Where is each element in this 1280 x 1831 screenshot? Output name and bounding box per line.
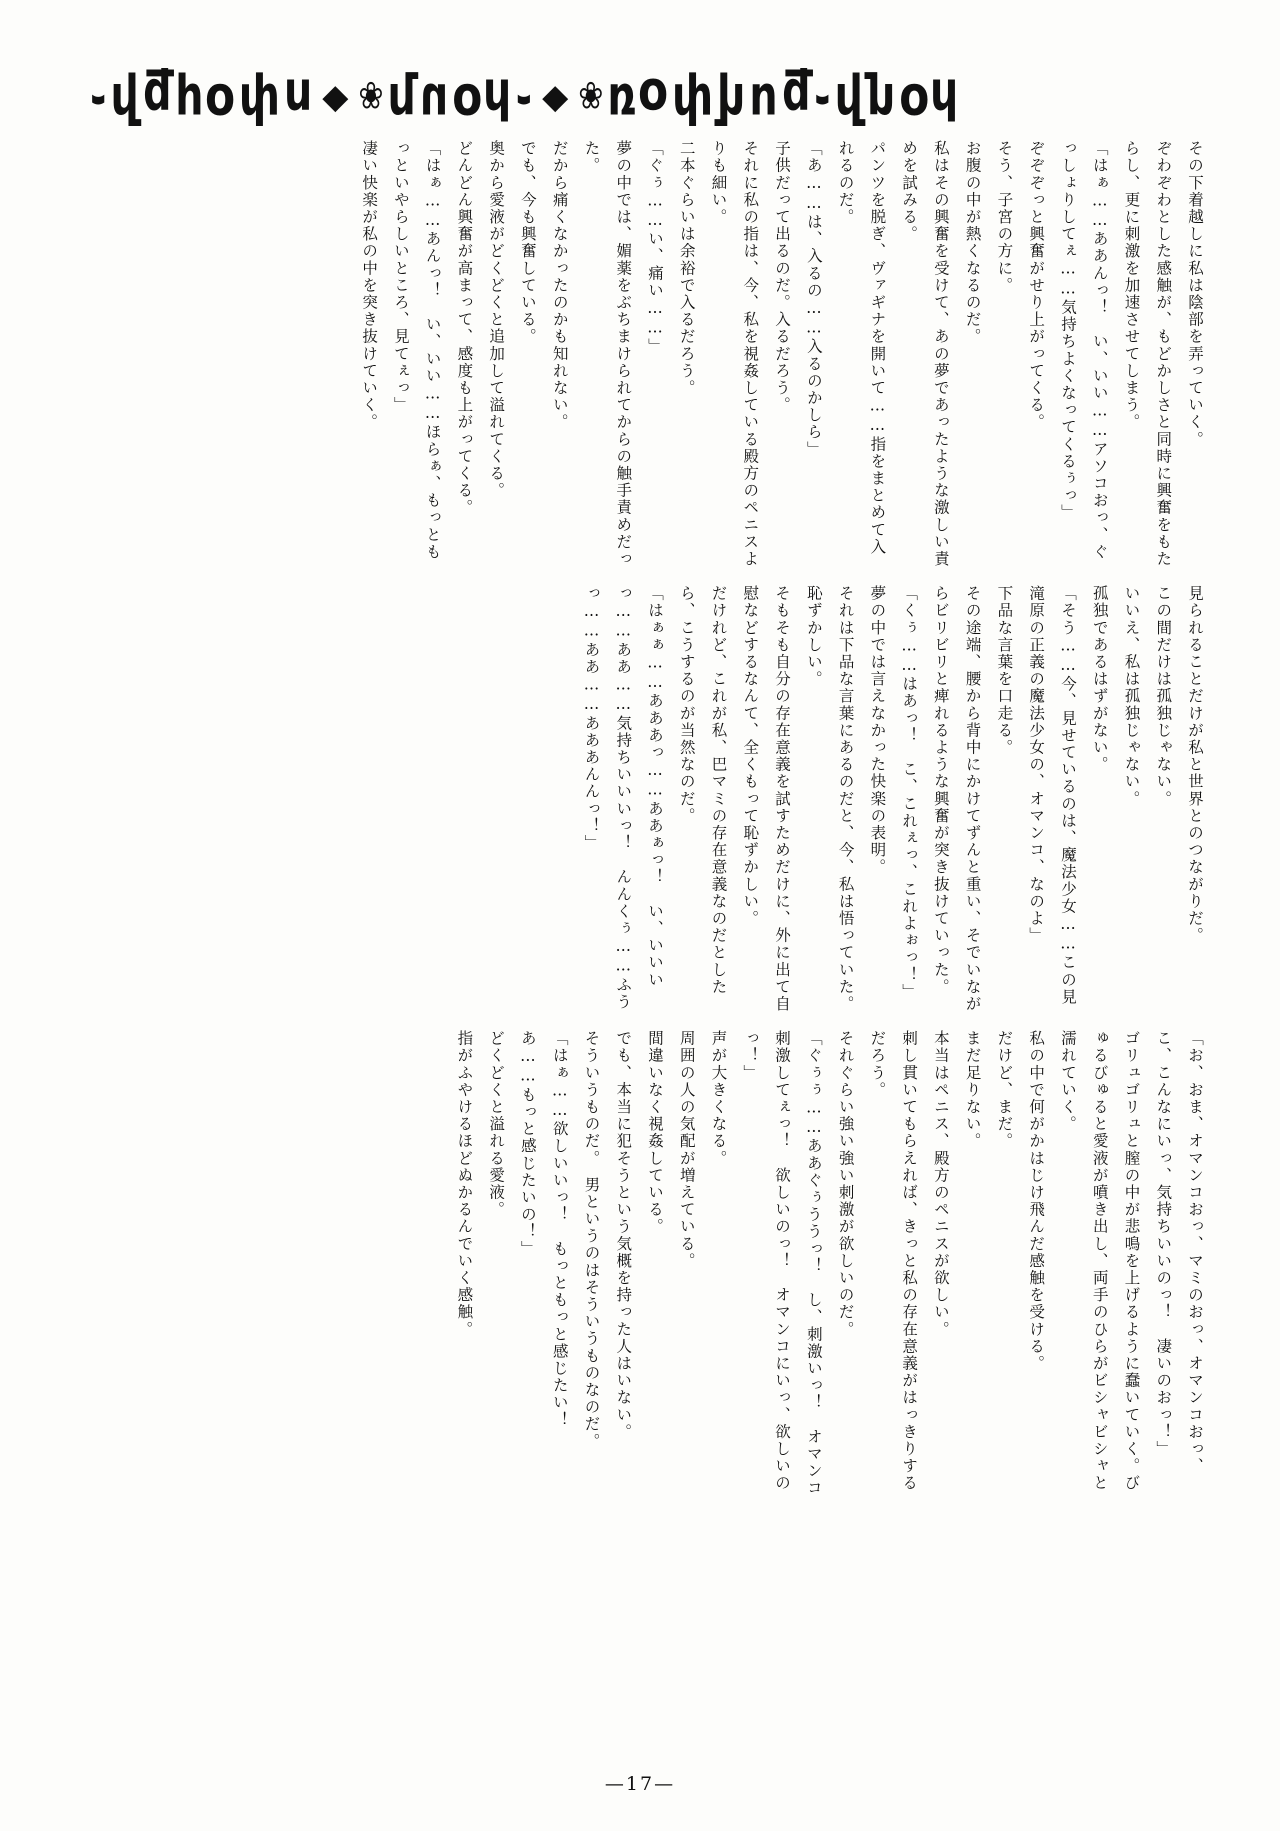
paragraph: 刺し貫いてもらえれば、きっと私の存在意義がはっきりするだろう。 bbox=[868, 1030, 919, 1492]
paragraph: どくどくと溢れる愛液。 bbox=[487, 1030, 506, 1219]
paragraph: 凄い快楽が私の中を突き抜けていく。 bbox=[360, 140, 379, 431]
title-glyph: ո bbox=[749, 64, 778, 129]
paragraph: その途端、腰から背中にかけてずんと重い、そでいながらビリビリと痺れるような興奮が突き抜けていった。 bbox=[931, 585, 982, 1013]
paragraph: 下品な言葉を口走る。 bbox=[995, 585, 1014, 756]
paragraph: そもそも自分の存在意義を試すためだけに、外に出て自慰などするなんて、全くもって恥ずかしい。 bbox=[741, 585, 792, 1013]
paragraph: どんどん興奮が高まって、感度も上がってくる。 bbox=[455, 140, 474, 517]
title-glyph: հ bbox=[483, 65, 512, 130]
paragraph: 「ぐぅぅ……ああぐぅううっ！ し、刺激いっ！ オマンコ刺激してぇっ！ 欲しいのっ！ オマンコにいっ、欲しいのっ！」 bbox=[741, 1030, 823, 1497]
text-block-3 bbox=[448, 1030, 1210, 1500]
paragraph: 間違いなく視姦している。 bbox=[645, 1030, 664, 1236]
paragraph: 声が大きくなる。 bbox=[709, 1030, 728, 1167]
title-glyph: օ bbox=[640, 65, 668, 130]
title-glyph: օ bbox=[899, 64, 927, 129]
title-glyph: հ bbox=[175, 64, 204, 129]
paragraph: いいえ、私は孤独じゃない。 bbox=[1122, 585, 1141, 808]
paragraph: ゴリュゴリュと膣の中が悲鳴を上げるように蠢いていく。びゅるびゅると愛液が噴き出し、両手のひらがビシャビシャと濡れていく。 bbox=[1058, 1030, 1141, 1492]
paragraph: でも、今も興奮している。 bbox=[518, 140, 537, 346]
paragraph: 「はぁぁ……あああっ……ああぁっ！ い、いいいっ……ああ……気持ちいいいっ！ んんくぅ……ふうっ……ああ……あああんんっ！」 bbox=[582, 585, 664, 1011]
title-glyph: փ bbox=[238, 64, 280, 129]
title-glyph: ո bbox=[283, 65, 313, 130]
butterfly-icon: ❀ bbox=[358, 74, 384, 119]
page-number: —17— bbox=[604, 1773, 676, 1795]
paragraph: 「あ……は、入るの……入るのかしら」 bbox=[804, 140, 823, 458]
title-glyph: վ bbox=[717, 64, 746, 129]
title-glyph: ռ bbox=[607, 64, 637, 129]
title-glyph: ո bbox=[419, 64, 449, 129]
title-glyph: հ bbox=[930, 65, 959, 130]
text-block-2 bbox=[575, 585, 1210, 1015]
title-text bbox=[90, 70, 1190, 86]
paragraph: ぞぞぞっと興奮がせり上がってくる。 bbox=[1027, 140, 1046, 431]
paragraph: だけど、まだ。 bbox=[995, 1030, 1014, 1150]
paragraph: その下着越しに私は陰部を弄っていく。 bbox=[1186, 140, 1204, 448]
title-glyph: վ bbox=[110, 64, 139, 129]
title-glyph: ք bbox=[142, 65, 172, 130]
title-glyph: մ bbox=[866, 64, 896, 129]
paragraph: それは下品な言葉にあるのだと、今、私は悟っていた。 bbox=[836, 585, 855, 1013]
paragraph: でも、本当に犯そうという気概を持った人はいない。 bbox=[614, 1030, 633, 1441]
title-separator-icon: ◆ bbox=[542, 77, 569, 117]
title-separator-icon: ◆ bbox=[322, 77, 349, 117]
paragraph: 「ぐぅ……い、痛い……」 bbox=[645, 140, 664, 356]
title-glyph: օ bbox=[207, 64, 235, 129]
paragraph: 「お、おま、オマンコおっ、マミのおっ、オマンコおっ、こ、こんなにいっ、気持ちいいのっ！ 凄いのおっ！」 bbox=[1154, 1030, 1204, 1475]
paragraph: 二本ぐらいは余裕で入るだろう。 bbox=[677, 140, 696, 397]
paragraph: 夢の中では、媚薬をぶちまけられてからの触手責めだった。 bbox=[582, 140, 633, 568]
title-glyph: ք bbox=[781, 65, 811, 130]
title-glyph: օ bbox=[452, 64, 480, 129]
title-glyph: ֊ bbox=[515, 64, 533, 129]
paragraph: そういうものだ。 男というのはそういうものなのだ。 bbox=[582, 1030, 601, 1450]
paragraph: そう、子宮の方に。 bbox=[995, 140, 1014, 294]
paragraph: 「そう……今、見せているのは、魔法少女……この見滝原の正義の魔法少女の、オマンコ、なのよ」 bbox=[1027, 585, 1077, 1006]
paragraph: 指がふやけるほどぬかるんでいく感触。 bbox=[455, 1030, 474, 1338]
paragraph: だから痛くなかったのかも知れない。 bbox=[550, 140, 569, 431]
paragraph: 「くぅ……はあっ！ こ、これぇっ、これよぉっ！」 bbox=[900, 585, 919, 1001]
butterfly-icon: ❀ bbox=[578, 74, 604, 119]
paragraph: 「はぁ……あんっ！ い、いい……ほらぁ、もっともっといやらしいところ、見てぇっ」 bbox=[391, 140, 442, 561]
title-glyph: փ bbox=[671, 64, 714, 129]
paragraph: お腹の中が熱くなるのだ。 bbox=[963, 140, 982, 346]
paragraph: 子供だって出るのだ。入るだろう。 bbox=[773, 140, 792, 414]
paragraph: それに私の指は、今、私を視姦している殿方のペニスよりも細い。 bbox=[709, 140, 760, 568]
paragraph: 奥から愛液がどくどくと追加して溢れてくる。 bbox=[487, 140, 506, 500]
text-block-1 bbox=[352, 140, 1210, 570]
paragraph: 私の中で何がかはじけ飛んだ感触を受ける。 bbox=[1027, 1030, 1046, 1372]
title-glyph: ֊ bbox=[814, 64, 831, 129]
paragraph: 夢の中では言えなかった快楽の表明。 bbox=[868, 585, 887, 876]
paragraph: 「はぁ……ああんっ！ い、いい……アソコおっ、ぐっしょりしてぇ……気持ちよくなってくるぅっ」 bbox=[1058, 140, 1109, 561]
paragraph: だけれど、これが私、巴マミの存在意義なのだとしたら、こうするのが当然なのだ。 bbox=[677, 585, 728, 996]
paragraph: 孤独であるはずがない。 bbox=[1090, 585, 1109, 774]
paragraph: 私はその興奮を受けて、あの夢であったような激しい責めを試みる。 bbox=[900, 140, 950, 568]
title-glyph: վ bbox=[834, 64, 863, 129]
title-glyph: ֊ bbox=[90, 64, 107, 129]
paragraph: この間だけは孤独じゃない。 bbox=[1154, 585, 1173, 808]
paragraph: 本当はペニス、殿方のペニスが欲しい。 bbox=[931, 1030, 950, 1338]
paragraph: まだ足りない。 bbox=[963, 1030, 982, 1150]
paragraph: 恥ずかしい。 bbox=[804, 585, 823, 688]
paragraph: ぞわぞわとした感触が、もどかしさと同時に興奮をもたらし、更に刺激を加速させてしまう。 bbox=[1122, 140, 1173, 568]
paragraph: 「はぁ……欲しいいっ！ もっともっと感じたい！ あ……もっと感じたいの！」 bbox=[518, 1030, 569, 1446]
paragraph: パンツを脱ぎ、ヴァギナを開いて……指をまとめて入れるのだ。 bbox=[836, 140, 887, 556]
title-glyph: մ bbox=[387, 64, 416, 129]
paragraph: 見られることだけが私と世界とのつながりだ。 bbox=[1186, 585, 1204, 945]
paragraph: 周囲の人の気配が増えている。 bbox=[677, 1030, 696, 1270]
paragraph: それぐらい強い強い刺激が欲しいのだ。 bbox=[836, 1030, 855, 1338]
